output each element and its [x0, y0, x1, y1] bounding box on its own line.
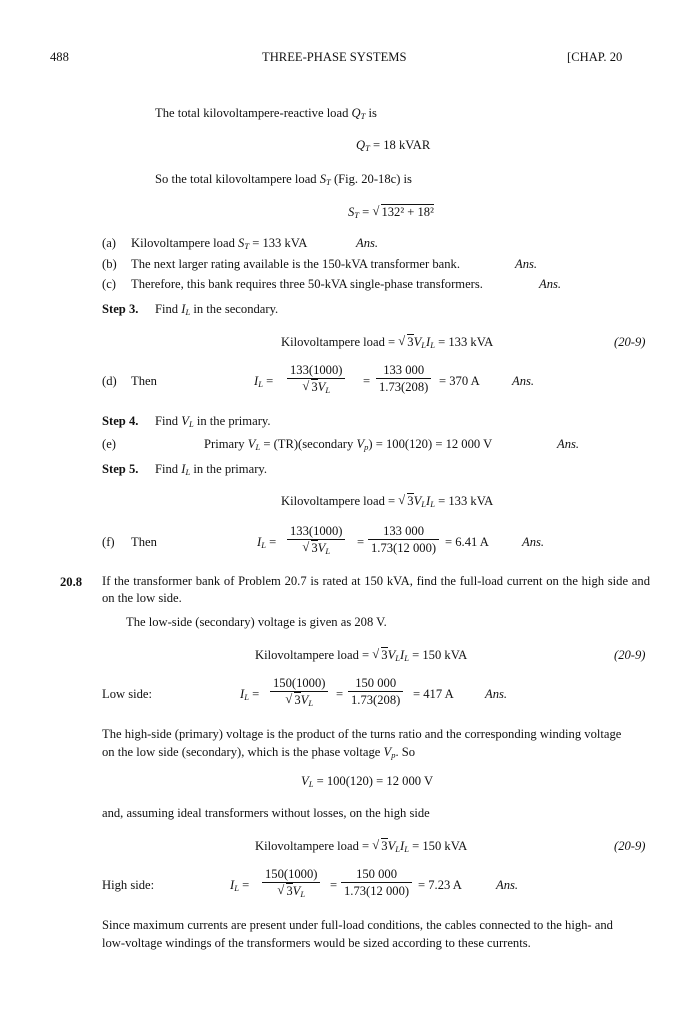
- eq-ref-1: (20-9): [614, 335, 646, 349]
- e-ans: Ans.: [557, 437, 580, 451]
- low-lhs: $I_L$ =: [240, 687, 260, 702]
- part-a-text: Kilovoltampere load $S_T = 133$ kVA: [131, 236, 308, 251]
- step3-text: Find $I_L$ in the secondary.: [155, 302, 279, 317]
- f-result: = 6.41 A: [445, 535, 489, 549]
- s-eq-radicand: 132² + 18²: [381, 205, 434, 219]
- low-eq-sign: =: [336, 687, 344, 701]
- d-frac-2-den: 1.73(208): [376, 378, 431, 394]
- f-ans: Ans.: [522, 535, 545, 549]
- f-eq-sign: =: [357, 535, 365, 549]
- f-frac-2: [368, 524, 439, 556]
- conclusion-1: Since maximum currents are present under full-load conditions, the cables connected to the high- and: [102, 918, 613, 932]
- kva-eq-1-rhs: = 133 kVA: [438, 335, 494, 349]
- f-lhs: $I_L$ =: [257, 535, 277, 550]
- step5-label: Step 5.: [102, 462, 139, 476]
- high-frac-1-num: 150(1000): [265, 867, 318, 881]
- kva-eq-1-lhs: Kilovoltampere load =: [281, 335, 396, 349]
- high-explain-2: on the low side (secondary), which is the phase voltage $V_p$. So: [102, 745, 416, 760]
- part-a-ans: Ans.: [356, 236, 379, 250]
- e-equation: Primary $V_L$ = (TR)(secondary $V_p) = 100(120) = 12$ 000 V: [204, 437, 493, 452]
- step3-label: Step 3.: [102, 302, 139, 316]
- s-equation: $S_T$ = √ 132² + 18²: [348, 205, 434, 220]
- part-f-label: (f): [102, 535, 115, 549]
- kva-eq-4-lhs: Kilovoltampere load =: [255, 839, 370, 853]
- part-b-ans: Ans.: [515, 257, 538, 271]
- low-frac-2-den: 1.73(208): [348, 691, 403, 707]
- problem-given: The low-side (secondary) voltage is given as 208 V.: [126, 615, 387, 629]
- step4-text: Find $V_L$ in the primary.: [155, 414, 271, 429]
- d-ans: Ans.: [512, 374, 535, 388]
- high-result: = 7.23 A: [418, 878, 462, 892]
- part-a-label: (a): [102, 236, 116, 250]
- eq-ref-3: (20-9): [614, 839, 646, 853]
- step5-text: Find $I_L$ in the primary.: [155, 462, 268, 477]
- d-frac-2: [376, 363, 431, 395]
- chapter-label: [CHAP. 20: [567, 50, 623, 64]
- low-frac-1-num: 150(1000): [273, 676, 326, 690]
- vl-equation: $V_L = 100(120) = 12$ 000 V: [301, 774, 434, 789]
- high-ans: Ans.: [496, 878, 519, 892]
- part-c-label: (c): [102, 277, 116, 291]
- kva-eq-3: Kilovoltampere load = √ $3V_LI_L = 150$ kVA: [255, 648, 467, 663]
- part-b-text: The next larger rating available is the 150-kVA transformer bank.: [131, 257, 460, 271]
- intro-s-text: So the total kilovoltampere load: [155, 172, 317, 186]
- part-d-then: Then: [131, 374, 157, 388]
- page-number: 488: [50, 50, 69, 64]
- high-frac-2: [341, 867, 412, 899]
- intro-q-text: The total kilovoltampere-reactive load: [155, 106, 349, 120]
- low-result: = 417 A: [413, 687, 454, 701]
- part-c-text: Therefore, this bank requires three 50-kVA single-phase transformers.: [131, 277, 483, 291]
- d-frac-1: 133(1000) √ $3V_L$: [287, 363, 345, 396]
- part-e-label: (e): [102, 437, 116, 451]
- high-explain-1: The high-side (primary) voltage is the product of the turns ratio and the corresponding winding voltage: [102, 727, 622, 741]
- intro-s-line: So the total kilovoltampere load $S_T$ (Fig. 20-18c) is: [155, 172, 412, 187]
- low-frac-2-num: 150 000: [355, 676, 397, 690]
- part-c-ans: Ans.: [539, 277, 562, 291]
- f-frac-2-num: 133 000: [383, 524, 424, 538]
- kva-eq-4: Kilovoltampere load = √ $3V_LI_L = 150$ kVA: [255, 839, 467, 854]
- kva-eq-1: Kilovoltampere load = √ $3V_LI_L = 133$ kVA: [281, 335, 493, 350]
- high-frac-2-den: 1.73(12 000): [341, 882, 412, 898]
- part-f-then: Then: [131, 535, 157, 549]
- part-b-label: (b): [102, 257, 117, 271]
- low-ans: Ans.: [485, 687, 508, 701]
- kva-eq-2-rhs: = 133 kVA: [438, 494, 494, 508]
- kva-eq-4-rhs: = 150 kVA: [412, 839, 468, 853]
- high-lhs: $I_L$ =: [230, 878, 250, 893]
- kva-eq-2: Kilovoltampere load = √ $3V_LI_L = 133$ kVA: [281, 494, 493, 509]
- f-frac-2-den: 1.73(12 000): [368, 539, 439, 555]
- d-frac-1-num: 133(1000): [290, 363, 343, 377]
- high-side-label: High side:: [102, 878, 155, 892]
- q-eq-rhs: = 18 kVAR: [373, 138, 431, 152]
- conclusion-2: low-voltage windings of the transformers would be sized according to these currents.: [102, 936, 531, 950]
- intro-q-tail: is: [368, 106, 377, 120]
- step4-label: Step 4.: [102, 414, 139, 428]
- low-side-label: Low side:: [102, 687, 153, 701]
- high-frac-2-num: 150 000: [356, 867, 397, 881]
- d-eq-sign: =: [363, 374, 371, 388]
- d-lhs: $I_L$ =: [254, 374, 274, 389]
- high-eq-sign: =: [330, 878, 338, 892]
- high-frac-1: 150(1000) √ $3V_L$: [262, 867, 320, 900]
- running-title: THREE-PHASE SYSTEMS: [262, 50, 407, 64]
- f-frac-1-num: 133(1000): [290, 524, 343, 538]
- q-equation: $Q_T = 18$ kVAR: [356, 138, 431, 153]
- ideal-text: and, assuming ideal transformers without losses, on the high side: [102, 806, 430, 820]
- d-frac-2-num: 133 000: [383, 363, 425, 377]
- low-frac-1: 150(1000) √ $3V_L$: [270, 676, 328, 709]
- f-frac-1: 133(1000) √ $3V_L$: [287, 524, 345, 557]
- intro-q-line: The total kilovoltampere-reactive load $Q_T$ is: [155, 106, 377, 121]
- d-result: = 370 A: [439, 374, 480, 388]
- part-d-label: (d): [102, 374, 117, 388]
- kva-eq-3-rhs: = 150 kVA: [412, 648, 468, 662]
- problem-statement: If the transformer bank of Problem 20.7 is rated at 150 kVA, find the full-load current on the high side and on the low side.: [102, 574, 650, 605]
- intro-s-tail: (Fig. 20-18c) is: [333, 172, 412, 186]
- eq-ref-2: (20-9): [614, 648, 646, 662]
- kva-eq-2-lhs: Kilovoltampere load =: [281, 494, 396, 508]
- kva-eq-3-lhs: Kilovoltampere load =: [255, 648, 370, 662]
- low-frac-2: [348, 676, 403, 708]
- problem-number: 20.8: [60, 575, 83, 589]
